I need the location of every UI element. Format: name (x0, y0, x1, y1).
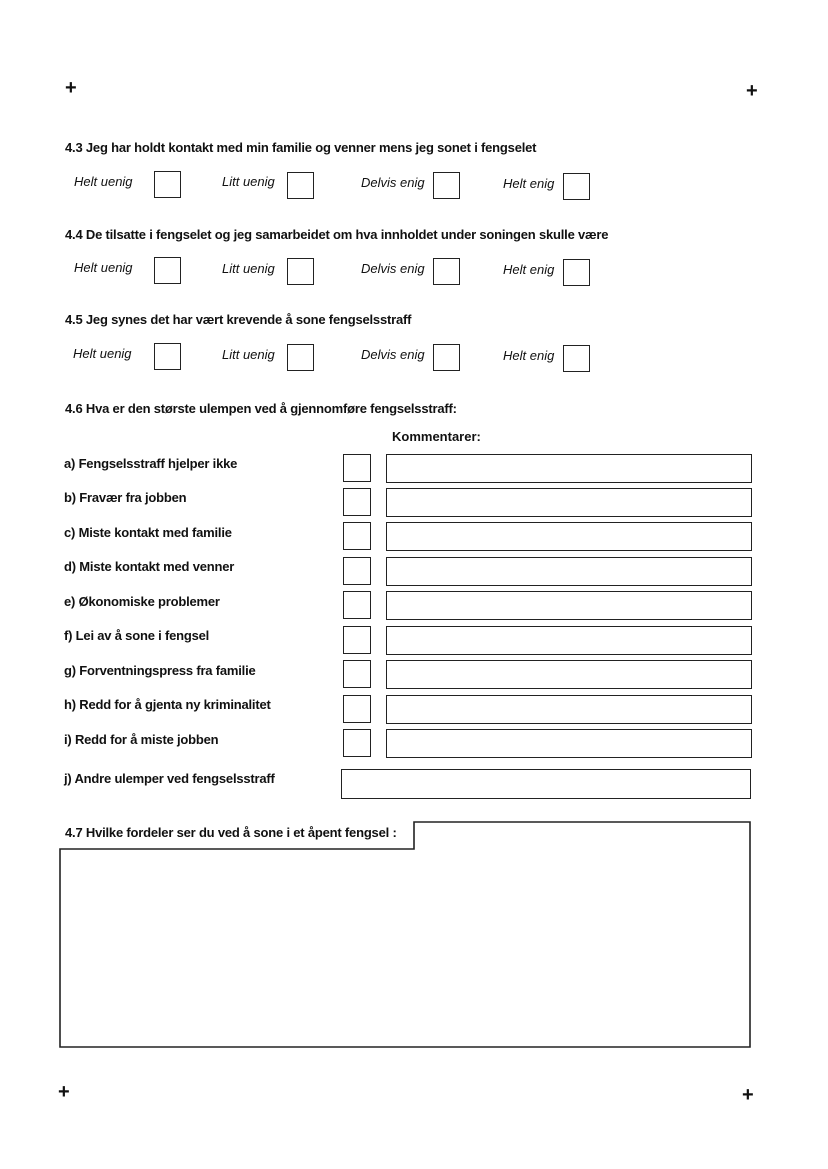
scale-option-label: Helt enig (503, 262, 555, 277)
option-f-label: f) Lei av å sone i fengsel (64, 628, 210, 643)
option-a-label: a) Fengselsstraff hjelper ikke (64, 456, 238, 471)
scale-option-label: Delvis enig (361, 261, 425, 276)
option-c-label: c) Miste kontakt med familie (64, 525, 232, 540)
option-d-label: d) Miste kontakt med venner (64, 559, 235, 574)
option-i-label: i) Redd for å miste jobben (64, 732, 219, 747)
scale-option-label: Delvis enig (361, 175, 425, 190)
option-b-label: b) Fravær fra jobben (64, 490, 187, 505)
registration-mark-bottom-left: + (58, 1081, 70, 1103)
answer-box-outline (60, 822, 750, 1047)
option-h-label: h) Redd for å gjenta ny kriminalitet (64, 697, 271, 712)
scale-option-label: Helt uenig (74, 260, 133, 275)
scale-option-label: Litt uenig (222, 347, 275, 362)
question-4-4-label: 4.4 De tilsatte i fengselet og jeg samarbeidet om hva innholdet under soningen skulle være (65, 227, 609, 242)
question-4-3-label: 4.3 Jeg har holdt kontakt med min familie og venner mens jeg sonet i fengselet (65, 140, 537, 155)
scale-option-label: Litt uenig (222, 174, 275, 189)
scale-option-label: Helt uenig (74, 174, 133, 189)
question-4-7-label: 4.7 Hvilke fordeler ser du ved å sone i et åpent fengsel : (65, 825, 397, 840)
scale-option-label: Helt enig (503, 176, 555, 191)
option-e-label: e) Økonomiske problemer (64, 594, 220, 609)
registration-mark-top-left: + (65, 77, 77, 99)
scale-option-label: Helt enig (503, 348, 555, 363)
scale-option-label: Delvis enig (361, 347, 425, 362)
scale-option-label: Helt uenig (73, 346, 132, 361)
option-j-label: j) Andre ulemper ved fengselsstraff (64, 771, 275, 786)
question-4-6-label: 4.6 Hva er den største ulempen ved å gjennomføre fengselsstraff: (65, 401, 457, 416)
comments-header: Kommentarer: (392, 429, 481, 444)
registration-mark-bottom-right: + (742, 1084, 754, 1106)
question-4-5-label: 4.5 Jeg synes det har vært krevende å sone fengselsstraff (65, 312, 412, 327)
scale-option-label: Litt uenig (222, 261, 275, 276)
registration-mark-top-right: + (746, 80, 758, 102)
option-g-label: g) Forventningspress fra familie (64, 663, 256, 678)
